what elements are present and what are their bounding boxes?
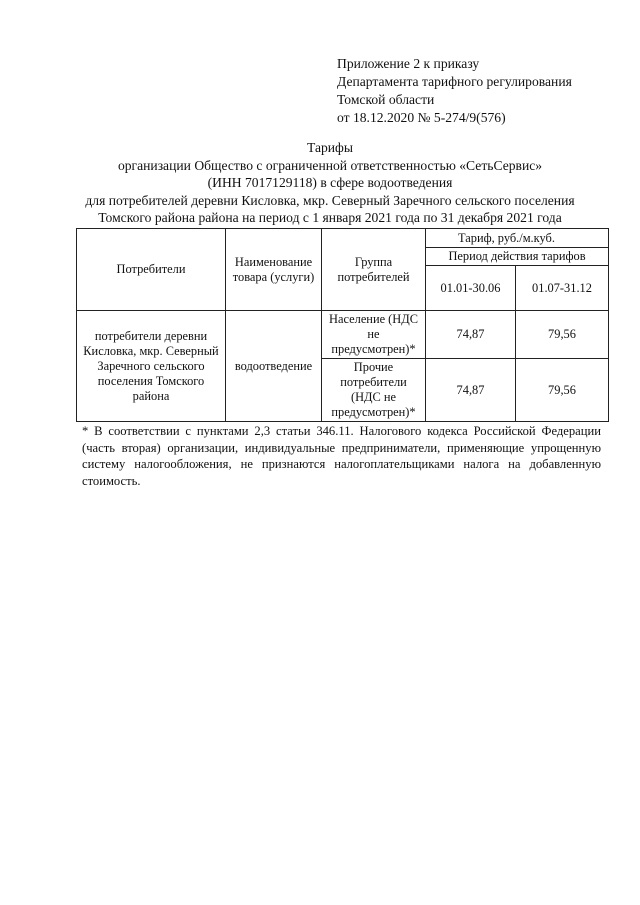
consumer-cell: потребители деревни Кисловка, мкр. Северный Заречного сельского поселения Томского района xyxy=(77,311,226,422)
tariff-value-cell: 74,87 xyxy=(426,311,516,359)
header-group: Группа потребителей xyxy=(322,229,426,311)
service-cell: водоотведение xyxy=(226,311,322,422)
title-line-4: для потребителей деревни Кисловка, мкр. Северный Заречного сельского поселения xyxy=(85,192,575,208)
title-line-5: Томского района района на период с 1 января 2021 года по 31 декабря 2021 года xyxy=(98,210,562,225)
title-line-3: (ИНН 7017129118) в сфере водоотведения xyxy=(207,175,453,190)
header-period-2: 01.07-31.12 xyxy=(516,266,609,311)
header-period-1: 01.01-30.06 xyxy=(426,266,516,311)
header-service: Наименование товара (услуги) xyxy=(226,229,322,311)
header-consumers: Потребители xyxy=(77,229,226,311)
appendix-line-4: от 18.12.2020 № 5-274/9(576) xyxy=(337,110,506,125)
tariff-value-cell: 79,56 xyxy=(516,359,609,422)
title-line-1: Тарифы xyxy=(306,140,353,155)
tariff-value-cell: 79,56 xyxy=(516,311,609,359)
appendix-line-2: Департамента тарифного регулирования xyxy=(337,74,572,89)
tariff-table xyxy=(76,228,609,422)
appendix-reference xyxy=(337,55,617,127)
group-cell: Прочие потребители (НДС не предусмотрен)* xyxy=(322,359,426,422)
header-tariff: Тариф, руб./м.куб. xyxy=(426,229,609,248)
title-line-2: организации Общество с ограниченной ответственностью «СетьСервис» xyxy=(117,157,543,173)
header-period: Период действия тарифов xyxy=(426,248,609,266)
tariff-value-cell: 74,87 xyxy=(426,359,516,422)
appendix-line-3: Томской области xyxy=(337,92,435,107)
table-row xyxy=(77,311,609,359)
document-title xyxy=(60,139,600,227)
footnote: * В соответствии с пунктами 2,3 статьи 346.11. Налогового кодекса Российской Федерации (часть вторая) организации, индивидуальные предприниматели, применяющие упрощенную систему налогообложения, не признаются налогоплательщиками налога на добавленную стоимость. xyxy=(82,424,601,488)
group-cell: Население (НДС не предусмотрен)* xyxy=(322,311,426,359)
appendix-line-1: Приложение 2 к приказу xyxy=(337,56,480,71)
